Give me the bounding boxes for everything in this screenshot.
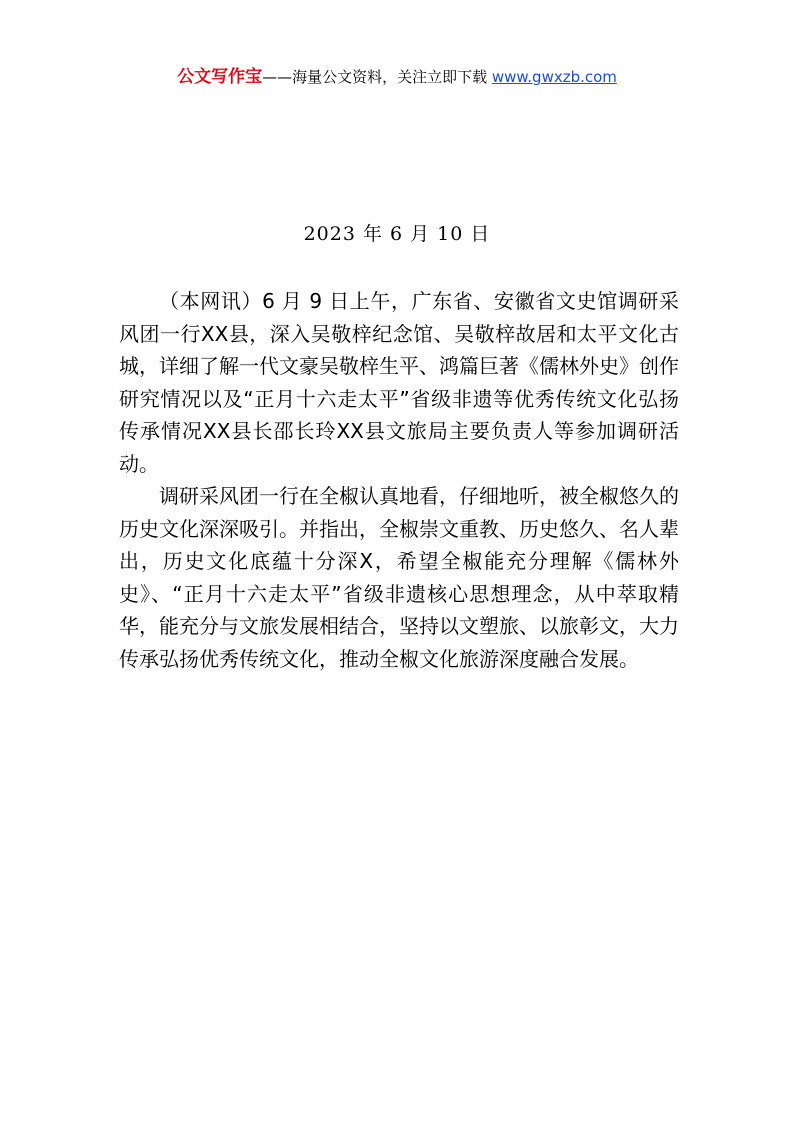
article-body [119, 285, 679, 675]
website-link[interactable]: www.gwxzb.com [491, 68, 617, 86]
brand-name: 公文写作宝 [177, 67, 263, 87]
paragraph-1: （本网讯）6 月 9 日上午，广东省、安徽省文史馆调研采风团一行XX县，深入吴敬梓纪念馆、吴敬梓故居和太平文化古城，详细了解一代文豪吴敬梓生平、鸿篇巨著《儒林外史》创作研究情况以及“正月十六走太平”省级非遗等优秀传统文化弘扬传承情况XX县长邵长玲XX县文旅局主要负责人等参加调研活动。 [119, 289, 679, 476]
paragraph-2: 调研采风团一行在全椒认真地看，仔细地听，被全椒悠久的历史文化深深吸引。并指出，全椒崇文重教、历史悠久、名人辈出，历史文化底蕴十分深X，希望全椒能充分理解《儒林外史》、“正月十六走太平”省级非遗核心思想理念，从中萃取精华，能充分与文旅发展相结合，坚持以文塑旅、以旅彰文，大力传承弘扬优秀传统文化，推动全椒文化旅游深度融合发展。 [119, 484, 679, 671]
document-date: 2023 年 6 月 10 日 [303, 223, 491, 245]
header-slogan: ——海量公文资料，关注立即下载 [262, 68, 492, 86]
page-header [0, 66, 794, 88]
